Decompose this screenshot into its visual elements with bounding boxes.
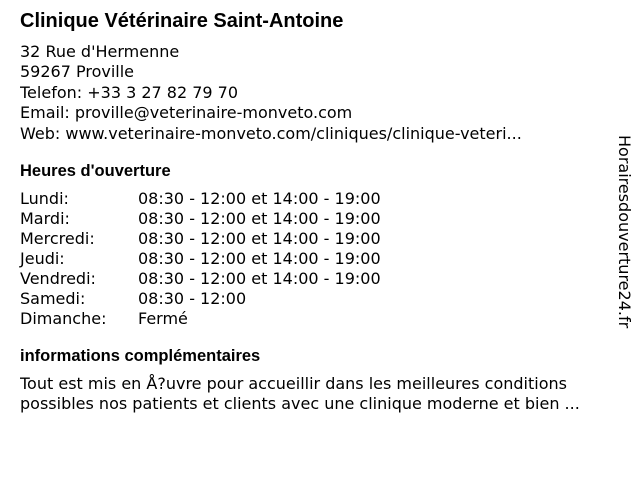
phone-line: Telefon: +33 3 27 82 79 70 — [20, 82, 239, 102]
hours-row-friday — [20, 269, 610, 289]
hours-row-wednesday — [20, 229, 610, 249]
hours-day: Mercredi: — [20, 229, 95, 249]
clinic-name: Clinique Vétérinaire Saint-Antoine — [20, 10, 344, 32]
hours-heading: Heures d'ouverture — [20, 162, 171, 181]
info-heading: informations complémentaires — [20, 347, 261, 366]
address-city: 59267 Proville — [20, 62, 135, 82]
info-text-line-1: Tout est mis en Å?uvre pour accueillir dans les meilleures conditions — [20, 374, 567, 394]
hours-time: Fermé — [138, 309, 188, 329]
hours-table — [20, 189, 610, 329]
email-line: Email: proville@veterinaire-monveto.com — [20, 103, 353, 123]
hours-day: Jeudi: — [20, 249, 65, 269]
hours-day: Samedi: — [20, 289, 86, 309]
hours-day: Vendredi: — [20, 269, 96, 289]
hours-day: Lundi: — [20, 189, 69, 209]
brand-text: Horairesdouverture24.fr — [615, 135, 634, 329]
hours-time: 08:30 - 12:00 et 14:00 - 19:00 — [138, 249, 381, 269]
hours-row-monday — [20, 189, 610, 209]
hours-row-thursday — [20, 249, 610, 269]
hours-time: 08:30 - 12:00 et 14:00 - 19:00 — [138, 269, 381, 289]
hours-time: 08:30 - 12:00 et 14:00 - 19:00 — [138, 209, 381, 229]
hours-time: 08:30 - 12:00 — [138, 289, 247, 309]
web-line: Web: www.veterinaire-monveto.com/cliniques/clinique-veteri... — [20, 123, 522, 143]
hours-row-saturday — [20, 289, 610, 309]
hours-time: 08:30 - 12:00 et 14:00 - 19:00 — [138, 229, 381, 249]
clinic-card — [20, 8, 610, 415]
hours-time: 08:30 - 12:00 et 14:00 - 19:00 — [138, 189, 381, 209]
brand-watermark — [614, 135, 634, 375]
info-text-line-2: possibles nos patients et clients avec une clinique moderne et bien ... — [20, 394, 580, 414]
hours-day: Dimanche: — [20, 309, 107, 329]
hours-day: Mardi: — [20, 209, 70, 229]
address-street: 32 Rue d'Hermenne — [20, 42, 180, 61]
hours-row-sunday — [20, 309, 610, 329]
hours-row-tuesday — [20, 209, 610, 229]
